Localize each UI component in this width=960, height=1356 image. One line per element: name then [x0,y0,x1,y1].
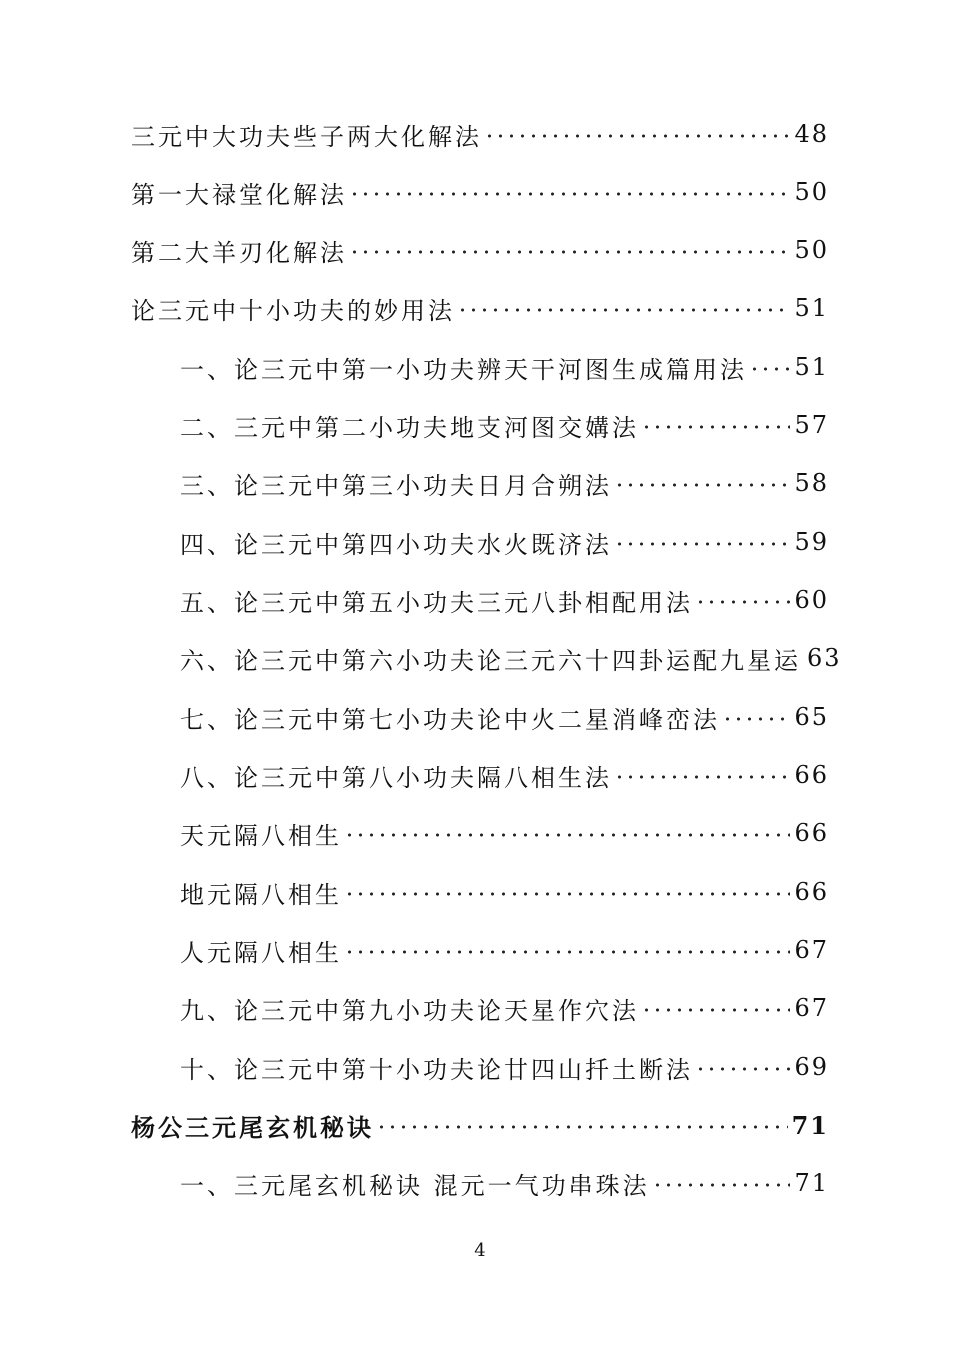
dot-leader [349,182,790,206]
toc-entry [0,463,960,503]
toc-entry-page: 59 [794,528,829,556]
dot-leader [695,1057,790,1081]
toc-entry-title: 杨公三元尾玄机秘诀 [131,1112,374,1142]
toc-entry [0,522,960,562]
toc-entry-page: 71 [791,1110,829,1140]
toc-entry-title: 天元隔八相生 [180,821,342,850]
toc-entry-title: 第一大禄堂化解法 [131,180,347,209]
toc-entry [0,288,960,328]
dot-leader [344,882,790,906]
toc-entry-page: 51 [794,294,829,322]
toc-entry-title: 二、三元中第二小功夫地支河图交媾法 [180,413,639,442]
toc-entry [0,988,960,1028]
toc-entry [0,813,960,853]
toc-entry [0,697,960,737]
toc-entry-title: 八、论三元中第八小功夫隔八相生法 [180,763,612,792]
toc-entry-title: 五、论三元中第五小功夫三元八卦相配用法 [180,588,693,617]
dot-leader [344,823,790,847]
toc-entry-page: 63 [807,644,842,672]
toc-entry-page: 51 [794,353,829,381]
toc-entry-title: 四、论三元中第四小功夫水火既济法 [180,530,612,559]
toc-entry-title: 论三元中十小功夫的妙用法 [131,296,455,325]
toc-entry [0,1105,960,1145]
toc-entry-title: 人元隔八相生 [180,938,342,967]
toc-entry-page: 67 [794,994,829,1022]
toc-entry [0,1163,960,1203]
toc-entry [0,755,960,795]
toc-entry-page: 66 [794,761,829,789]
toc-entry [0,405,960,445]
toc-entry-title: 七、论三元中第七小功夫论中火二星消峰峦法 [180,705,720,734]
toc-entry-title: 十、论三元中第十小功夫论廿四山扦土断法 [180,1055,693,1084]
dot-leader [457,298,790,322]
toc-entry [0,172,960,212]
dot-leader [614,765,790,789]
toc-entry-title: 地元隔八相生 [180,880,342,909]
toc-entry-title: 三元中大功夫些子两大化解法 [131,122,482,151]
toc-entry [0,638,960,678]
dot-leader [695,590,790,614]
dot-leader [349,240,790,264]
dot-leader [641,998,790,1022]
dot-leader [722,707,790,731]
dot-leader [749,357,790,381]
dot-leader [614,532,790,556]
toc-entry [0,1047,960,1087]
page-number: 4 [474,1240,486,1261]
toc-entry-page: 65 [794,703,829,731]
toc-entry-title: 三、论三元中第三小功夫日月合朔法 [180,471,612,500]
dot-leader [641,415,790,439]
dot-leader [344,940,790,964]
toc-entry-page: 48 [794,120,829,148]
toc-entry-page: 69 [794,1053,829,1081]
toc-entry-page: 50 [794,236,829,264]
toc-entry-title: 九、论三元中第九小功夫论天星作穴法 [180,996,639,1025]
toc-entry-page: 58 [794,469,829,497]
toc-entry-page: 60 [794,586,829,614]
dot-leader [376,1115,788,1139]
toc-entry-page: 66 [794,819,829,847]
toc-entry-page: 50 [794,178,829,206]
toc-entry-page: 71 [794,1169,829,1197]
dot-leader [484,124,790,148]
toc-entry [0,930,960,970]
dot-leader [652,1173,791,1197]
toc-entry-title: 一、论三元中第一小功夫辨天干河图生成篇用法 [180,355,747,384]
toc-entry [0,114,960,154]
toc-entry [0,872,960,912]
toc-entry [0,580,960,620]
toc-entry-title: 第二大羊刃化解法 [131,238,347,267]
toc-entry-title: 一、三元尾玄机秘诀 混元一气功串珠法 [180,1171,650,1200]
toc-entry-page: 67 [794,936,829,964]
dot-leader [614,473,790,497]
toc-entry-page: 66 [794,878,829,906]
toc-entry-title: 六、论三元中第六小功夫论三元六十四卦运配九星运 [180,646,801,675]
toc-entry [0,347,960,387]
toc-entry [0,230,960,270]
toc-entry-page: 57 [794,411,829,439]
